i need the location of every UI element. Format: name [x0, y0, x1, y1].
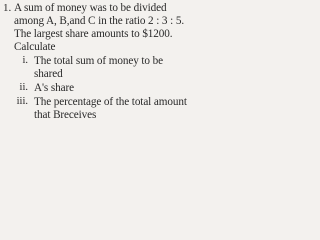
question-number: 1. [3, 2, 12, 14]
part-iii-line-1: The percentage of the total amount [34, 96, 187, 108]
worksheet-page [0, 0, 216, 134]
part-ii-line-1: A's share [34, 82, 74, 94]
part-i-line-1: The total sum of money to be [34, 55, 163, 67]
part-i-label: i. [22, 55, 28, 66]
question-line-1: A sum of money was to be divided [14, 2, 167, 14]
part-iii-line-2: that Breceives [34, 109, 97, 121]
question-line-4: Calculate [14, 41, 56, 53]
question-line-2: among A, B,and C in the ratio 2 : 3 : 5. [14, 15, 185, 27]
part-i-line-2: shared [34, 68, 63, 80]
part-ii-label: ii. [19, 82, 28, 93]
question-line-3: The largest share amounts to $1200. [14, 28, 173, 40]
part-iii-label: iii. [16, 96, 28, 107]
